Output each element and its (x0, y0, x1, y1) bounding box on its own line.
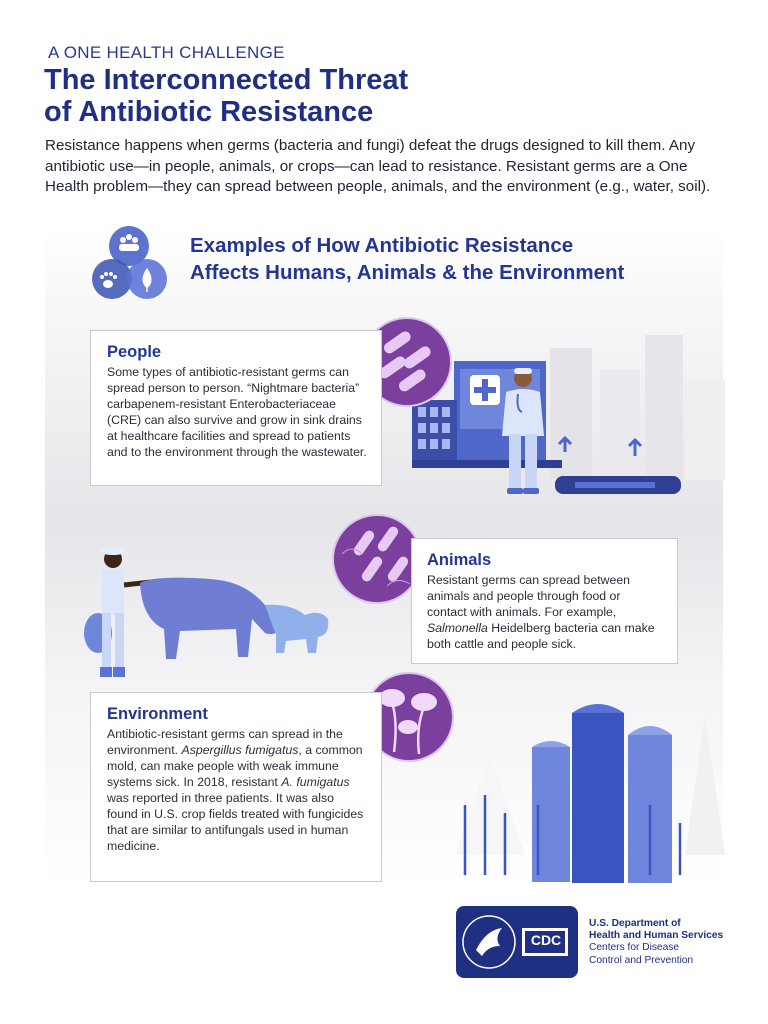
people-card (90, 330, 382, 486)
examples-heading (190, 232, 710, 286)
bacteria-magnifier-animals (332, 514, 422, 604)
people-card-title: People (107, 343, 162, 361)
kicker: A ONE HEALTH CHALLENGE (48, 43, 285, 62)
animals-card (411, 538, 678, 664)
cdc-line-2: Control and Prevention (589, 954, 694, 966)
examples-heading-line-2: Affects Humans, Animals & the Environment (190, 261, 625, 284)
intro-paragraph: Resistance happens when germs (bacteria and fungi) defeat the drugs designed to kill them. Any antibiotic use—in people, animals, or crops—can lead to resistance. Resistant germs are a One Health problem—they can spread between people, animals, and the environment (e.g., water, soil). (45, 137, 711, 195)
cdc-label: CDC (530, 932, 562, 948)
examples-heading-line-1: Examples of How Antibiotic Resistance (190, 234, 574, 257)
environment-card-body: Antibiotic-resistant germs can spread in the environment. Aspergillus fumigatus, a common mold, can make people with weak immune systems sick. In 2018, resistant A. fumigatus was reported in three patients. It was also found in U.S. crop fields treated with fungicides that are similar to antifungals used in human medicine. (107, 727, 364, 853)
wastewater-illustration (545, 430, 685, 502)
page-title (44, 64, 684, 128)
animals-card-title: Animals (427, 551, 492, 569)
animals-card-body: Resistant germs can spread between animals and people through food or contact with animals. For example, Salmonella Heidelberg bacteria can make both cattle and people sick. (427, 573, 655, 651)
title-line-2: of Antibiotic Resistance (44, 96, 374, 128)
one-health-venn-icon (87, 224, 173, 304)
environment-card-title: Environment (107, 705, 208, 723)
hhs-line-1: U.S. Department of (589, 918, 681, 929)
hhs-line-2: Health and Human Services (589, 930, 724, 942)
silos-crops-illustration (450, 695, 720, 885)
people-card-body: Some types of antibiotic-resistant germs can spread person to person. “Nightmare bacteria” carbapenem-resistant Enterobacteriaceae (CRE) can also survive and grow in sink drains at healthcare facilities and spread to patients and to the environment through the wastewater. (107, 365, 367, 459)
environment-card (90, 692, 382, 882)
hhs-text (589, 918, 723, 967)
doctor-illustration (496, 366, 550, 496)
cdc-line-1: Centers for Disease (589, 942, 680, 954)
title-line-1: The Interconnected Threat (44, 64, 409, 96)
farm-animals-illustration (80, 545, 335, 685)
